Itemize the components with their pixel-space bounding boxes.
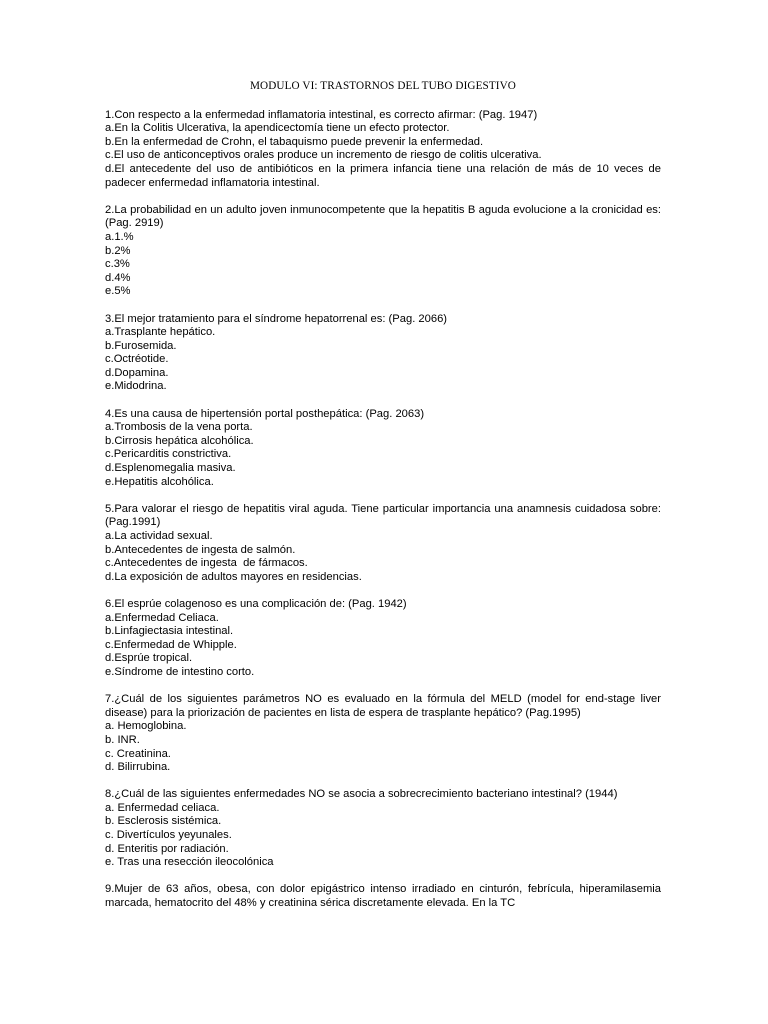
option-c: c.Octréotide. — [105, 353, 169, 366]
option-b: b. Esclerosis sistémica. — [105, 815, 222, 828]
option-d: d.4% — [105, 271, 131, 284]
option-a: a. Hemoglobina. — [105, 720, 187, 733]
question-9 — [105, 883, 661, 910]
option-a: a.Trasplante hepático. — [105, 326, 216, 339]
question-stem: 9.Mujer de 63 años, obesa, con dolor epigástrico intenso irradiado en cinturón, febrícula, hiperamilasemia marcada, hematocrito del 48% y creatinina sérica discretamente elevada. En la TC — [105, 883, 661, 910]
question-stem: 7.¿Cuál de los siguientes parámetros NO es evaluado en la fórmula del MELD (model for end-stage liver disease) para la priorización de pacientes en lista de espera de trasplante hepático? (Pag.1995) — [105, 693, 661, 719]
option-a: a. Enfermedad celiaca. — [105, 801, 220, 814]
question-stem: 3.El mejor tratamiento para el síndrome hepatorrenal es: (Pag. 2066) — [105, 312, 448, 325]
option-e: e.Midodrina. — [105, 380, 167, 393]
option-a: a.La actividad sexual. — [105, 530, 213, 542]
option-b: b.Antecedentes de ingesta de salmón. — [105, 543, 296, 556]
question-stem: 6.El esprúe colagenoso es una complicación de: (Pag. 1942) — [105, 597, 407, 610]
option-e: e.5% — [105, 285, 131, 298]
option-a: a.Trombosis de la vena porta. — [105, 421, 253, 434]
option-b: b.Cirrosis hepática alcohólica. — [105, 434, 254, 447]
option-b: b.En la enfermedad de Crohn, el tabaquismo puede prevenir la enfermedad. — [105, 135, 484, 148]
option-c: c.3% — [105, 258, 130, 271]
option-e: e. Tras una resección ileocolónica — [105, 856, 274, 869]
option-e: e.Hepatitis alcohólica. — [105, 475, 214, 488]
option-b: b.Furosemida. — [105, 339, 177, 352]
question-stem: 5.Para valorar el riesgo de hepatitis viral aguda. Tiene particular importancia una anamnesis cuidadosa sobre: (Pag.1991) — [105, 502, 661, 529]
question-8 — [105, 788, 661, 870]
option-d: d.Esprúe tropical. — [105, 652, 193, 665]
page-title: MODULO VI: TRASTORNOS DEL TUBO DIGESTIVO — [250, 80, 516, 92]
question-stem: 2.La probabilidad en un adulto joven inmunocompetente que la hepatitis B aguda evolucione a la cronicidad es: (Pag. 2919) — [105, 203, 661, 230]
option-b: b. INR. — [105, 733, 140, 746]
option-c: c.Antecedentes de ingesta de fármacos. — [105, 557, 308, 570]
option-b: b.2% — [105, 244, 131, 257]
option-c: c.El uso de anticonceptivos orales produce un incremento de riesgo de colitis ulcerativa. — [105, 149, 542, 162]
question-5 — [105, 503, 661, 585]
option-d: d. Bilirrubina. — [105, 761, 171, 774]
question-6 — [105, 598, 661, 680]
option-d: d.La exposición de adultos mayores en residencias. — [105, 570, 362, 583]
question-7 — [105, 693, 661, 775]
question-3 — [105, 313, 661, 395]
option-c: c. Divertículos yeyunales. — [105, 829, 232, 842]
document-page — [105, 80, 661, 924]
option-d: d.Dopamina. — [105, 366, 169, 379]
option-c: c.Enfermedad de Whipple. — [105, 638, 237, 651]
option-d: d.Esplenomegalia masiva. — [105, 462, 236, 475]
option-b: b.Linfagiectasia intestinal. — [105, 625, 234, 638]
option-a: a.Enfermedad Celiaca. — [105, 611, 219, 624]
question-2 — [105, 204, 661, 299]
option-a: a.En la Colitis Ulcerativa, la apendicectomía tiene un efecto protector. — [105, 122, 450, 135]
question-stem: 8.¿Cuál de las siguientes enfermedades NO se asocia a sobrecrecimiento bacteriano intestinal? (1944) — [105, 788, 618, 801]
option-a: a.1.% — [105, 230, 134, 243]
option-d: d. Enteritis por radiación. — [105, 842, 229, 855]
question-1 — [105, 109, 661, 191]
option-e: e.Síndrome de intestino corto. — [105, 665, 255, 678]
option-d: d.El antecedente del uso de antibióticos en la primera infancia tiene una relación de más de 10 veces de padecer enfermedad inflamatoria intestinal. — [105, 162, 661, 189]
option-c: c.Pericarditis constrictiva. — [105, 448, 232, 461]
option-c: c. Creatinina. — [105, 747, 171, 760]
question-stem: 1.Con respecto a la enfermedad inflamatoria intestinal, es correcto afirmar: (Pag. 1947) — [105, 108, 538, 121]
question-stem: 4.Es una causa de hipertensión portal posthepática: (Pag. 2063) — [105, 407, 425, 420]
question-4 — [105, 408, 661, 490]
